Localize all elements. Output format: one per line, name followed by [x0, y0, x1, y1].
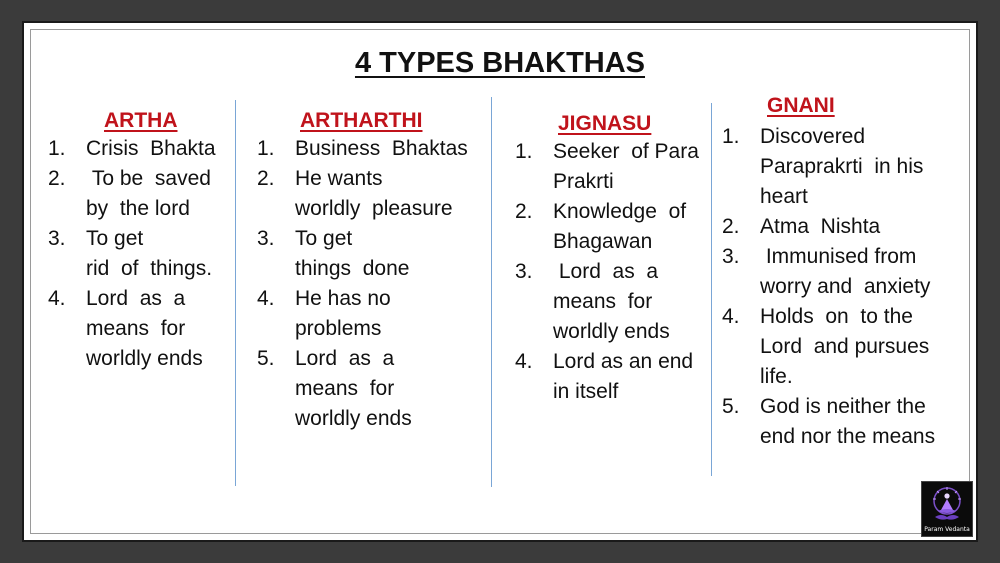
column-heading-gnani: GNANI [767, 94, 835, 117]
list-item: 1. Crisis Bhakta [48, 137, 216, 160]
list-item: 2. Atma Nishta [722, 215, 881, 238]
column-heading-artharthi: ARTHARTHI [300, 109, 423, 132]
list-gnani [722, 122, 958, 452]
param-vedanta-logo [921, 481, 973, 537]
list-item: 4. Lord as a means for worldly ends [48, 287, 203, 370]
slide [22, 21, 978, 542]
column-heading-jignasu: JIGNASU [558, 112, 652, 135]
meditating-figure-icon [927, 486, 967, 526]
list-item: 4. He has no problems [257, 287, 391, 340]
list-item: 1. Discovered Paraprakrti in his heart [722, 125, 924, 208]
list-item: 3. To get things done [257, 227, 410, 280]
list-artha [48, 134, 238, 374]
list-item: 1. Seeker of Para Prakrti [515, 140, 699, 193]
list-item: 3. Immunised from worry and anxiety [722, 245, 931, 298]
slide-title: 4 TYPES BHAKTHAS [354, 47, 646, 79]
list-item: 4. Lord as an end in itself [515, 350, 694, 403]
list-item: 1. Business Bhaktas [257, 137, 468, 160]
logo-text: Param Vedanta [924, 526, 970, 533]
list-item: 5. Lord as a means for worldly ends [257, 347, 412, 430]
list-item: 5. God is neither the end nor the means [722, 395, 936, 448]
list-jignasu [515, 137, 711, 407]
list-item: 2. Knowledge of Bhagawan [515, 200, 687, 253]
column-divider-3 [711, 103, 712, 476]
list-item: 2. To be saved by the lord [48, 167, 211, 220]
list-artharthi [257, 134, 487, 434]
column-divider-2 [491, 97, 492, 487]
list-item: 2. He wants worldly pleasure [257, 167, 453, 220]
list-item: 3. To get rid of things. [48, 227, 213, 280]
list-item: 4. Holds on to the Lord and pursues life. [722, 305, 930, 388]
list-item: 3. Lord as a means for worldly ends [515, 260, 670, 343]
column-heading-artha: ARTHA [104, 109, 178, 132]
